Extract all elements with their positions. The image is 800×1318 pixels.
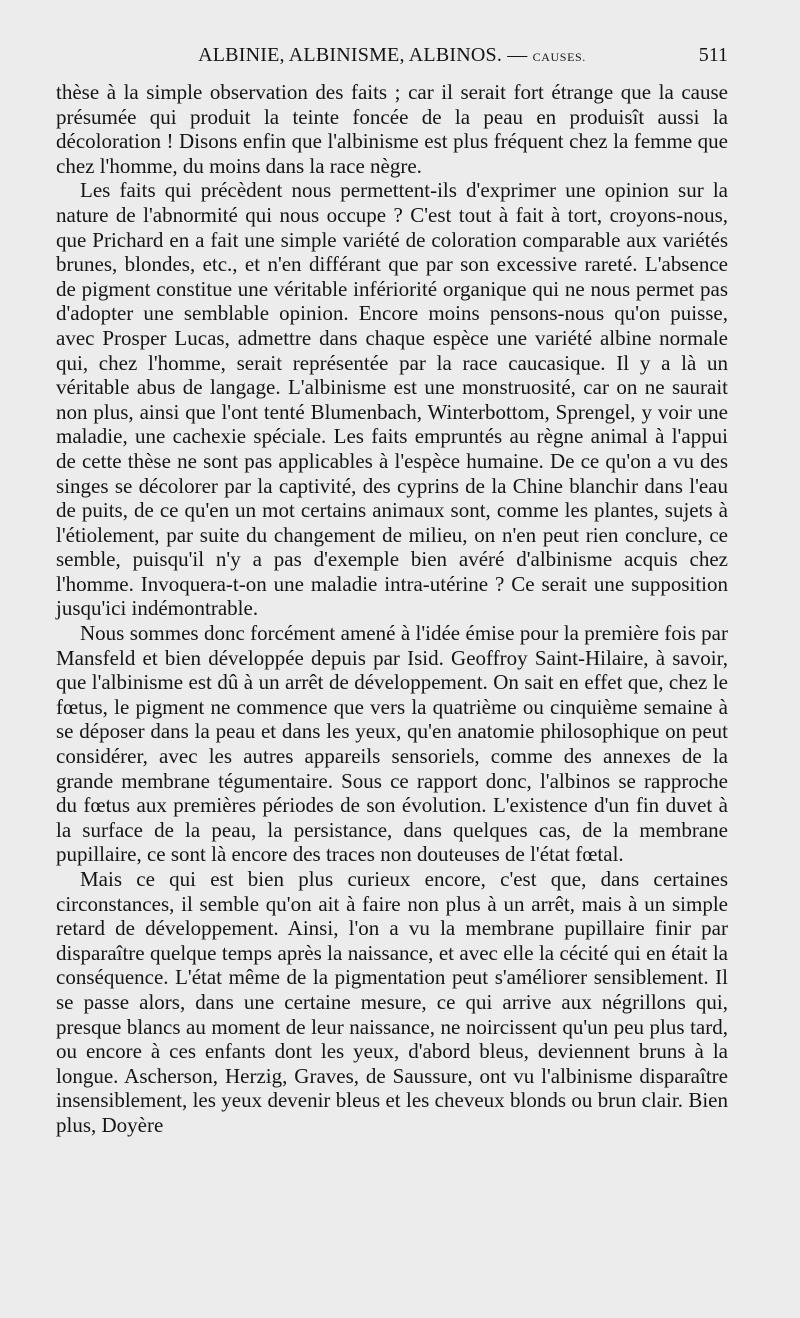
running-title	[56, 44, 728, 67]
paragraph-continued: thèse à la simple observation des faits ; car il serait fort étrange que la cause présumée qui produit la teinte foncée de la peau en produisît aussi la décoloration ! Disons enfin que l'albinisme est plus fréquent chez la femme que chez l'homme, du moins dans la race nègre.	[56, 80, 728, 178]
paragraph-arret-developpement: Nous sommes donc forcément amené à l'idée émise pour la première fois par Mansfeld et bien développée depuis par Isid. Geoffroy Saint-Hilaire, à savoir, que l'albinisme est dû à un arrêt de développement. On sait en effet que, chez le fœtus, le pigment ne commence que vers la quatrième ou cinquième semaine à se déposer dans la peau et dans les yeux, qu'en anatomie philosophique on peut considérer, avec les autres appareils sensoriels, comme des annexes de la grande membrane tégumentaire. Sous ce rapport donc, l'albinos se rapproche du fœtus aux premières périodes de son évolution. L'existence d'un fin duvet à la surface de la peau, la persistance, dans quelques cas, de la membrane pupillaire, ce sont là encore des traces non douteuses de l'état fœtal.	[56, 621, 728, 867]
body-text	[56, 80, 728, 1138]
page-number: 511	[698, 44, 728, 66]
running-section: CAUSES.	[532, 50, 586, 64]
paragraph-retard-developpement: Mais ce qui est bien plus curieux encore, c'est que, dans certaines circonstances, il semble qu'on ait à faire non plus à un arrêt, mais à un simple retard de développement. Ainsi, l'on a vu la membrane pupillaire finir par disparaître quelque temps après la naissance, et avec elle la cécité qui en était la conséquence. L'état même de la pigmentation peut s'améliorer sensiblement. Il se passe alors, dans une certaine mesure, ce qui arrive aux négrillons qui, presque blancs au moment de leur naissance, ne noircissent qu'un peu plus tard, ou encore à ces enfants dont les yeux, d'abord bleus, deviennent bruns à la longue. Ascherson, Herzig, Graves, de Saussure, ont vu l'albinisme disparaître insensiblement, les yeux devenir bleus et les cheveux blonds ou brun clair. Bien plus, Doyère	[56, 867, 728, 1137]
paragraph-nature-abnormite: Les faits qui précèdent nous permettent-ils d'exprimer une opinion sur la nature de l'abnormité qui nous occupe ? C'est tout à fait à tort, croyons-nous, que Prichard en a fait une simple variété de coloration comparable aux variétés brunes, blondes, etc., et n'en différant que par son excessive rareté. L'absence de pigment constitue une véritable infériorité organique qui ne nous permet pas d'adopter une semblable opinion. Encore moins pensons-nous qu'on puisse, avec Prosper Lucas, admettre dans chaque espèce une variété albine normale qui, chez l'homme, serait représentée par la race caucasique. Il y a là un véritable abus de langage. L'albinisme est une monstruosité, car on ne saurait non plus, ainsi que l'ont tenté Blumenbach, Winterbottom, Sprengel, y voir une maladie, une cachexie spéciale. Les faits empruntés au règne animal à l'appui de cette thèse ne sont pas applicables à l'espèce humaine. De ce qu'on a vu des singes se décolorer par la captivité, des cyprins de la Chine blanchir dans l'eau de puits, de ce qu'en un mot certains animaux sont, comme les plantes, sujets à l'étiolement, par suite du changement de milieu, on n'en peut rien conclure, ce semble, puisqu'il n'y a pas d'exemple bien avéré d'albinisme acquis chez l'homme. Invoquera-t-on une maladie intra-utérine ? Ce serait une supposition jusqu'ici indémontrable.	[56, 178, 728, 621]
running-head	[56, 44, 728, 74]
running-title-text: ALBINIE, ALBINISME, ALBINOS. —	[198, 44, 528, 66]
